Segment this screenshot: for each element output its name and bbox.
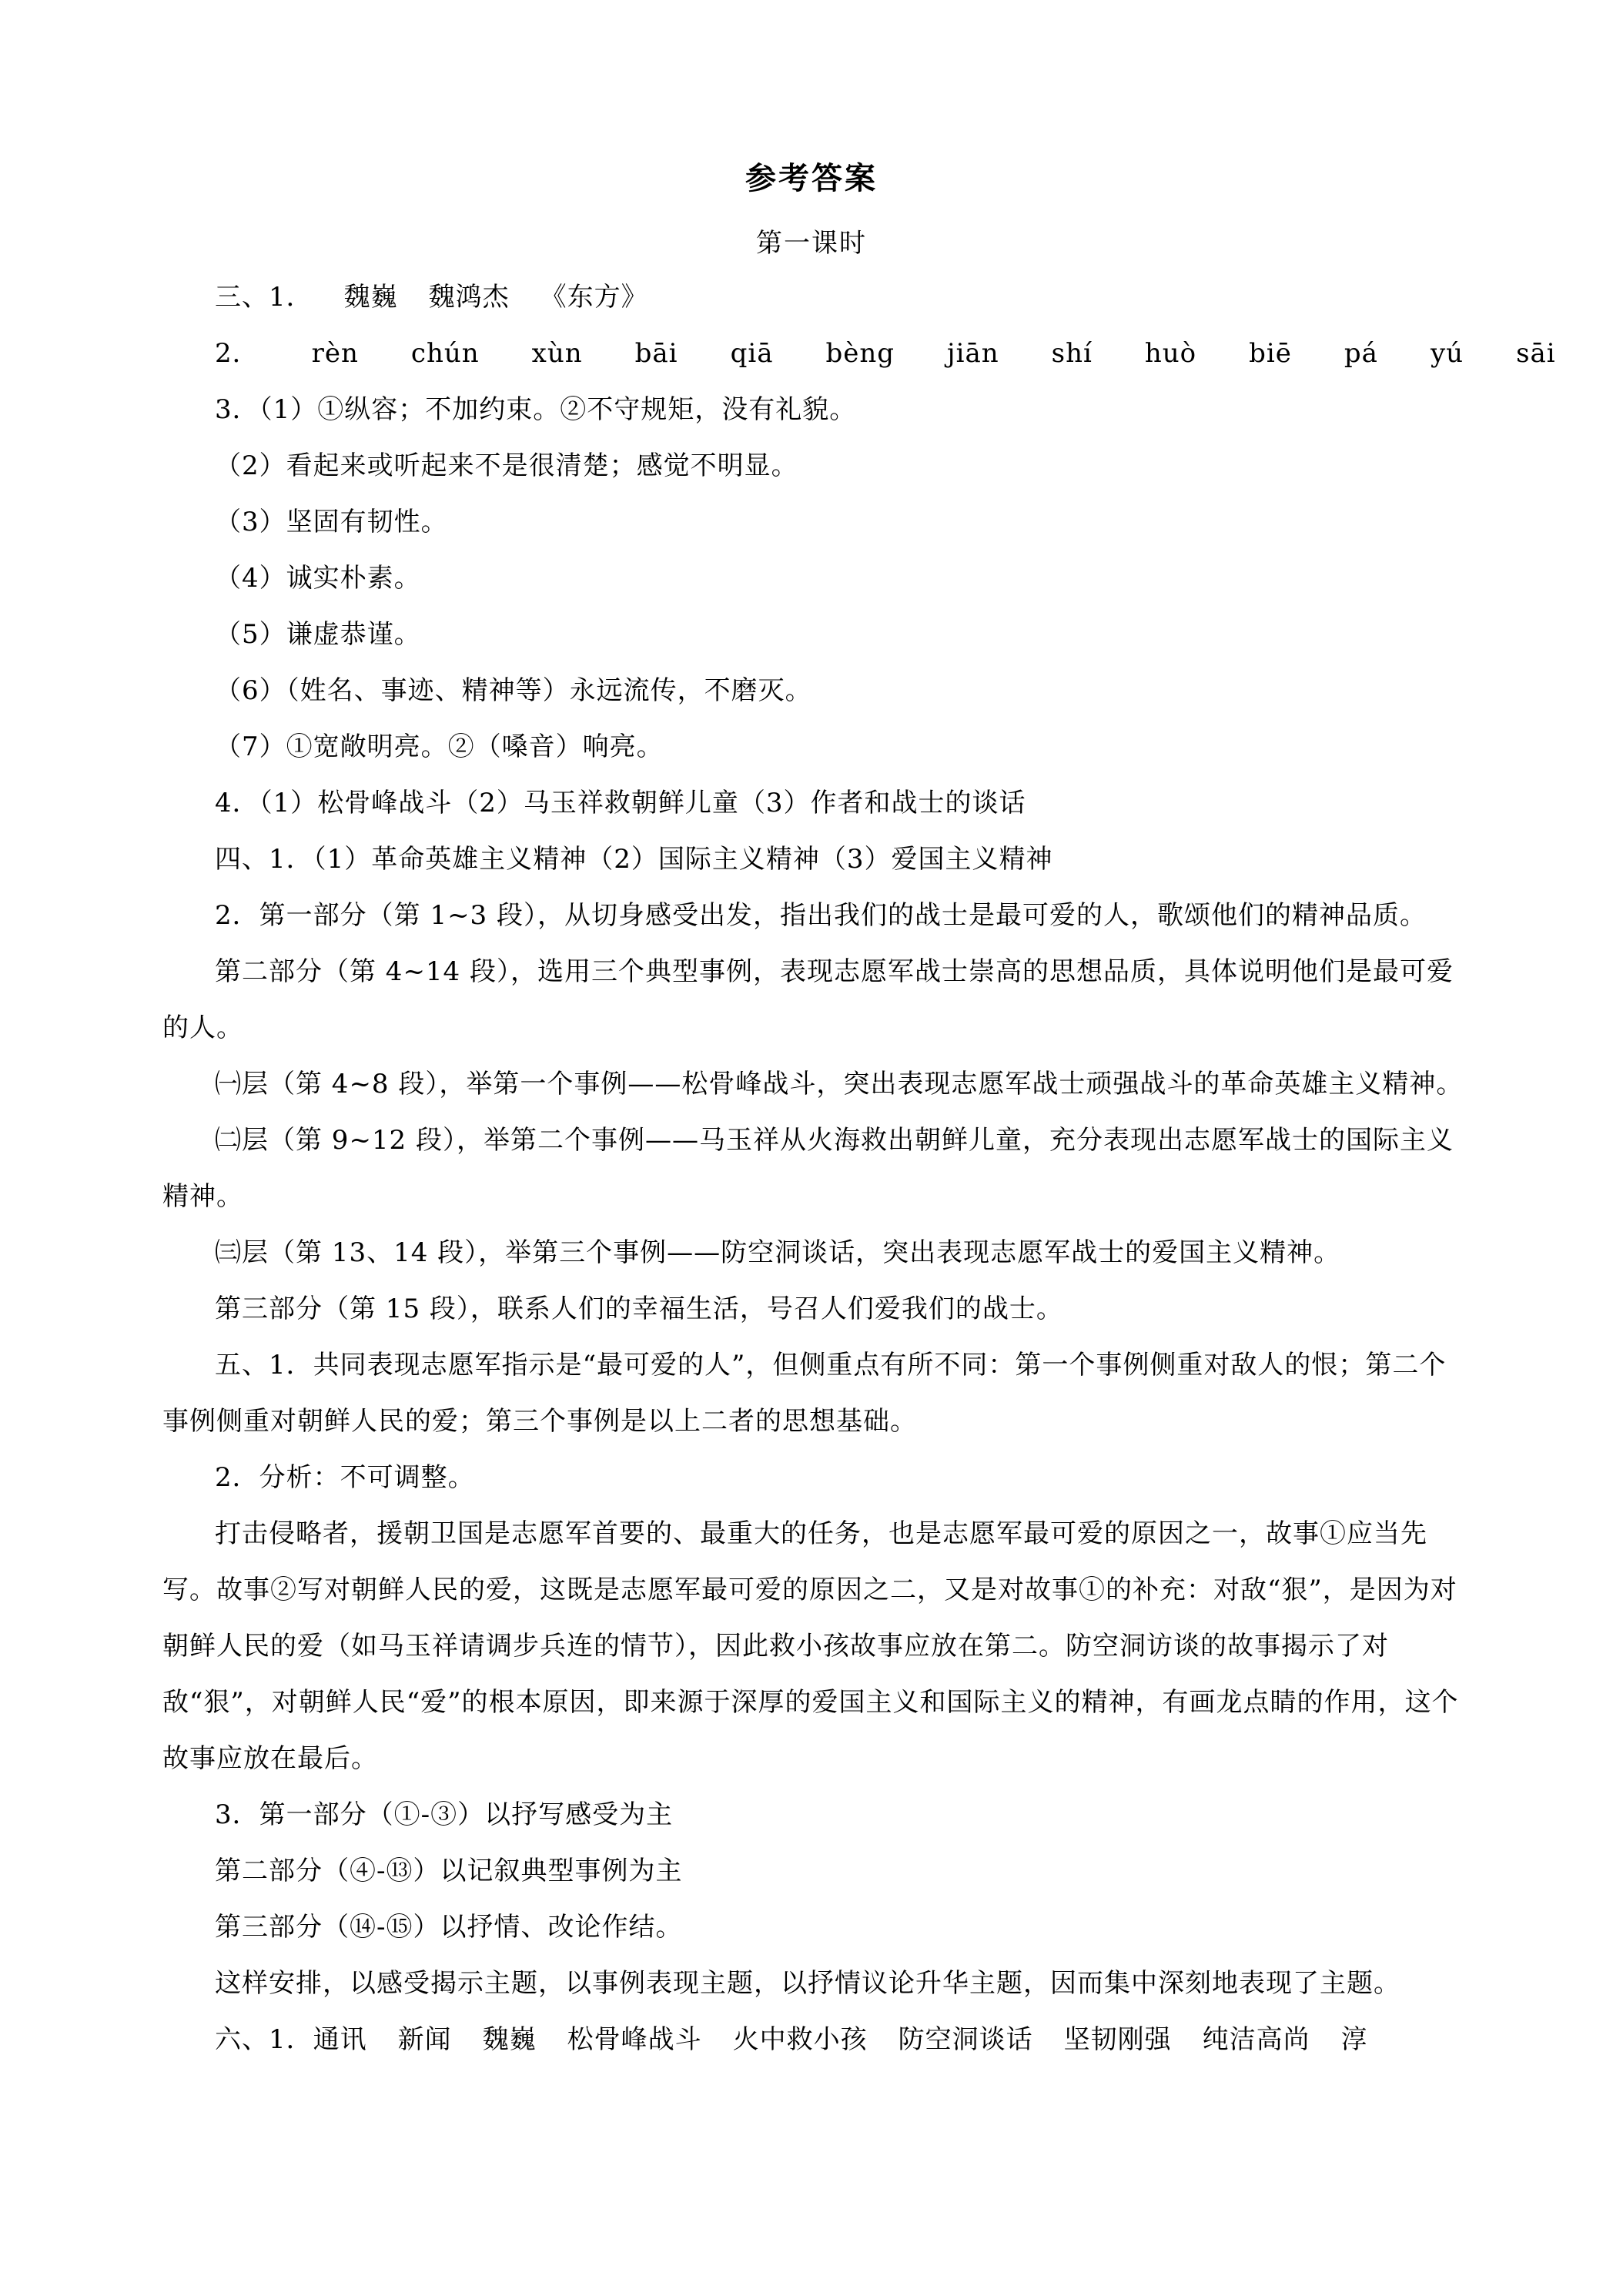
answer-item: 纯洁高尚 (1202, 2024, 1310, 2055)
answer-line: 这样安排，以感受揭示主题，以事例表现主题，以抒情议论升华主题，因而集中深刻地表现了主题。 (215, 1968, 1400, 1999)
answer-line: 3．第一部分（①-③）以抒写感受为主 (215, 1799, 674, 1830)
pinyin-item: bèng (825, 338, 895, 369)
answer-line: ㈠层（第 4~8 段），举第一个事例——松骨峰战斗，突出表现志愿军战士顽强战斗的革命英雄主义精神。 (215, 1069, 1464, 1099)
answer-line: 四、1．（1）革命英雄主义精神（2）国际主义精神（3）爱国主义精神 (215, 844, 1053, 875)
pinyin-item: chún (410, 338, 480, 369)
page-title: 参考答案 (745, 161, 878, 196)
pinyin-item: bāi (634, 338, 678, 369)
answer-item: 坚韧刚强 (1063, 2024, 1172, 2055)
answer-line: （7）①宽敞明亮。②（嗓音）响亮。 (215, 731, 664, 762)
answer-item: 魏巍 (343, 282, 398, 313)
answer-item: 六、1．通讯 (215, 2024, 367, 2055)
answer-line: 第二部分（④-⑬）以记叙典型事例为主 (215, 1856, 683, 1886)
answer-line: 4．（1）松骨峰战斗（2）马玉祥救朝鲜儿童（3）作者和战士的谈话 (215, 788, 1026, 818)
pinyin-item: pá (1344, 338, 1378, 369)
answer-item: 火中救小孩 (732, 2024, 868, 2055)
pinyin-line (162, 326, 1556, 382)
answer-item: 魏巍 (482, 2024, 537, 2055)
page-subtitle: 第一课时 (756, 228, 867, 259)
answer-line: （4）诚实朴素。 (215, 563, 421, 594)
answer-line (162, 2012, 1468, 2068)
answer-line: ㈡层（第 9~12 段），举第二个事例——马玉祥从火海救出朝鲜儿童，充分表现出志愿军战士的国际主义精神。 (162, 1125, 1454, 1212)
pinyin-item: qiā (730, 338, 774, 369)
pinyin-item: rèn (311, 338, 359, 369)
pinyin-item: biē (1249, 338, 1292, 369)
answer-item: 松骨峰战斗 (567, 2024, 702, 2055)
answer-item: 防空洞谈话 (898, 2024, 1033, 2055)
answer-line: 五、1．共同表现志愿军指示是“最可爱的人”，但侧重点有所不同：第一个事例侧重对敌人的恨；第二个事例侧重对朝鲜人民的爱；第三个事例是以上二者的思想基础。 (162, 1350, 1447, 1437)
answer-line: （5）谦虚恭谨。 (215, 619, 421, 650)
answer-item: 新闻 (397, 2024, 452, 2055)
answer-line (162, 269, 1468, 326)
line-prefix: 2． (215, 338, 259, 369)
pinyin-item: yú (1430, 338, 1464, 369)
answer-line: （6）（姓名、事迹、精神等）永远流传，不磨灭。 (215, 675, 812, 706)
answer-item: 魏鸿杰 (428, 282, 510, 313)
line-prefix: 三、1． (215, 282, 313, 313)
answer-line: 第三部分（第 15 段），联系人们的幸福生活，号召人们爱我们的战士。 (215, 1294, 1063, 1324)
answer-line: （3）坚固有韧性。 (215, 507, 448, 537)
answer-line: ㈢层（第 13、14 段），举第三个事例——防空洞谈话，突出表现志愿军战士的爱国主义精神。 (215, 1237, 1341, 1268)
pinyin-item: sāi (1516, 338, 1556, 369)
answer-item: 淳 (1340, 2024, 1368, 2055)
pinyin-item: xùn (531, 338, 583, 369)
answer-line: 第二部分（第 4~14 段），选用三个典型事例，表现志愿军战士崇高的思想品质，具体说明他们是最可爱的人。 (162, 956, 1454, 1043)
answer-line: 3．（1）①纵容；不加约束。②不守规矩，没有礼貌。 (215, 394, 857, 425)
answer-line: 打击侵略者，援朝卫国是志愿军首要的、最重大的任务，也是志愿军最可爱的原因之一，故事①应当先写。故事②写对朝鲜人民的爱，这既是志愿军最可爱的原因之二，又是对故事①的补充：对敌“狠”，是因为对朝鲜人民的爱（如马玉祥请调步兵连的情节），因此救小孩故事应放在第二。防空洞访谈的故事揭示了对敌“狠”，对朝鲜人民“爱”的根本原因，即来源于深厚的爱国主义和国际主义的精神，有画龙点睛的作用，这个故事应放在最后。 (162, 1518, 1459, 1774)
answer-item: 《东方》 (540, 282, 648, 313)
answer-content (162, 269, 1556, 2068)
answer-line: 第三部分（⑭-⑮）以抒情、改论作结。 (215, 1912, 683, 1943)
answer-line: 2．第一部分（第 1~3 段），从切身感受出发，指出我们的战士是最可爱的人，歌颂他们的精神品质。 (215, 900, 1427, 931)
pinyin-item: jiān (947, 338, 999, 369)
pinyin-item: huò (1144, 338, 1197, 369)
pinyin-list (259, 326, 1556, 382)
pinyin-item: shí (1051, 338, 1093, 369)
answer-line: （2）看起来或听起来不是很清楚；感觉不明显。 (215, 450, 798, 481)
answer-line: 2．分析：不可调整。 (215, 1462, 475, 1493)
